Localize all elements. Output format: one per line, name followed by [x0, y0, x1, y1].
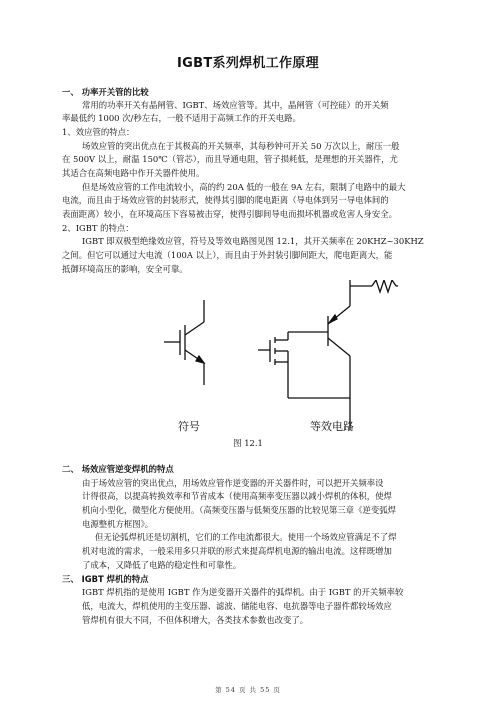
paragraph-line: IGBT 焊机指的是使用 IGBT 作为逆变器开关器件的弧焊机。由于 IGBT 的开关频率较: [82, 587, 404, 597]
section-3-heading: 三、 IGBT 焊机的特点: [62, 574, 149, 584]
symbol-collector-diag: [185, 322, 204, 335]
equiv-resistor: [372, 280, 396, 292]
paragraph-line: 其适合在高频电路中作开关器件使用。: [62, 168, 205, 178]
paragraph-line: 场效应管的突出优点在于其极高的开关频率，其每秒钟可开关 50 万次以上，耐压一般: [82, 141, 400, 151]
section-1-heading: 一、 功率开关管的比较: [62, 87, 149, 97]
figure-caption: 图 12.1: [233, 438, 263, 448]
equiv-pnp-collector-diag: [328, 338, 350, 356]
paragraph-line: 表面距离）较小，在环境高压下容易被击穿，使得引脚间导电而损坏机器或危害人身安全。: [62, 209, 397, 219]
paragraph-line: 由于场效应管的突出优点，用场效应管作逆变器的开关器件时，可以把开关频率设: [82, 478, 384, 488]
paragraph-line: 计得很高，以提高转换效率和节省成本（使用高频率变压器以减小焊机的体积，使焊: [82, 491, 392, 501]
section-2-heading: 二、 场效应管逆变焊机的特点: [62, 464, 174, 474]
paragraph-line: 常用的功率开关有晶闸管、IGBT、场效应管等。其中，晶闸管（可控硅）的开关频: [82, 100, 389, 110]
figure-label-equivalent: 等效电路: [310, 420, 354, 433]
paragraph-line: 但无论弧焊机还是切割机，它们的工作电流都很大。使用一个场效应管满足不了焊: [95, 532, 397, 542]
page-footer: 第 54 页 共 55 页: [215, 686, 281, 694]
subheading: 2、IGBT 的特点：: [62, 223, 134, 233]
subheading: 1、效应管的特点：: [62, 127, 135, 137]
paragraph-line: 率最低约 1000 次/秒左右，一般不适用于高频工作的开关电路。: [62, 113, 301, 123]
paragraph-line: 在 500V 以上，耐温 150℃（管芯），而且导通电阻，管子损耗低，是理想的开关器件，尤: [62, 154, 398, 164]
figure-label-symbol: 符号: [178, 420, 200, 433]
equiv-pnp-arrow: [329, 315, 337, 323]
paragraph-line: 抵御环境高压的影响，安全可靠。: [62, 264, 188, 274]
paragraph-line: 机对电流的需求，一般采用多只并联的形式来提高焊机电源的输出电流。这样既增加: [82, 546, 392, 556]
page-title: IGBT系列焊机工作原理: [177, 56, 319, 71]
paragraph-line: 低，电流大，焊机使用的主变压器、滤波、储能电容、电抗器等电子器件都较场效应: [82, 601, 392, 611]
paragraph-line: 电流，而且由于场效应管的封装形式，使得其引脚的爬电距离（导电体到另一导电体间的: [62, 195, 389, 205]
paragraph-line: 管焊机有很大不同，不但体积增大，各类技术参数也改变了。: [82, 615, 309, 625]
paragraph-line: 机向小型化，微型化方便使用。（高频变压器与低频变压器的比较见第三章《逆变弧焊: [82, 505, 397, 515]
paragraph-line: 了成本，又降低了电路的稳定性和可靠性。: [82, 560, 242, 570]
symbol-emitter-arrow: [196, 356, 204, 363]
paragraph-line: 之间。但它可以通过大电流（100A 以上），而且由于外封装引脚间距大，爬电距离大，能: [62, 250, 393, 260]
paragraph-line: IGBT 即双极型绝缘效应管，符号及等效电路图见图 12.1，其开关频率在 20KHZ~30KHZ: [82, 236, 424, 246]
paragraph-line: 电源整机方框图》。: [82, 519, 154, 529]
figure-igbt-circuit: [140, 280, 400, 438]
paragraph-line: 但是场效应管的工作电流较小，高的约 20A 低的一般在 9A 左右，限制了电路中的最大: [82, 182, 406, 192]
